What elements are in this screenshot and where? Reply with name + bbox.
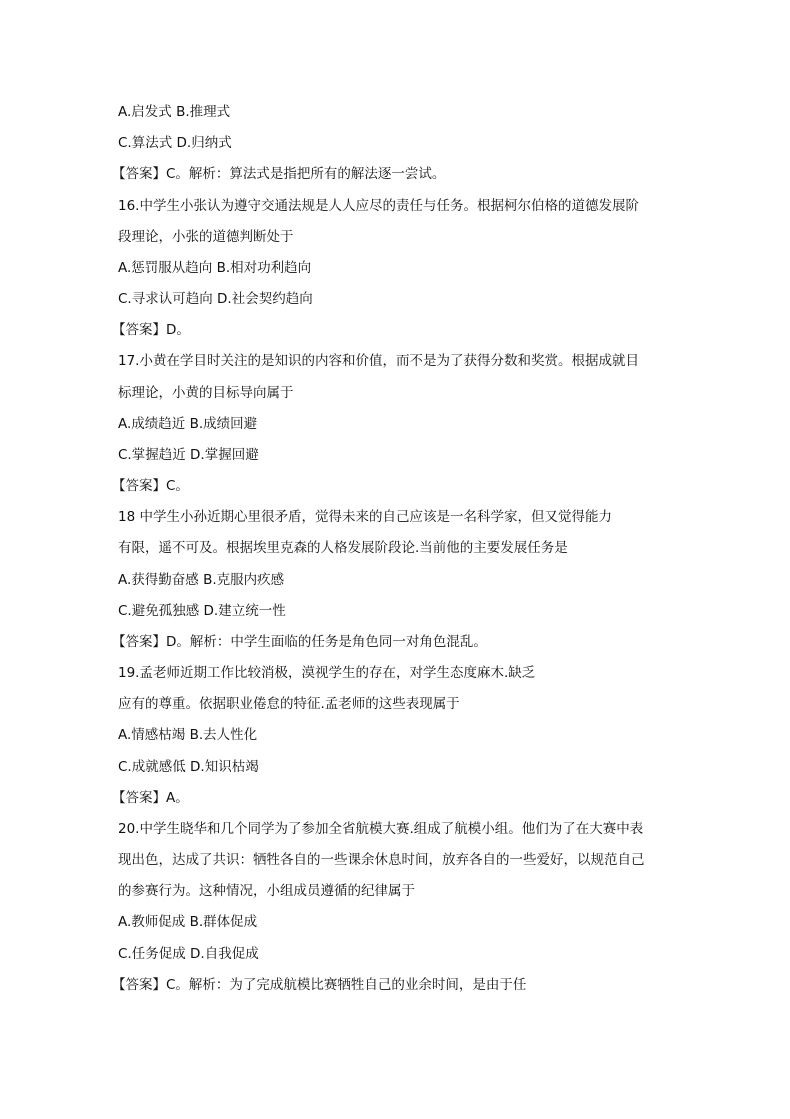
question-line: 段理论，小张的道德判断处于	[118, 228, 294, 245]
options-line: A.成绩趋近 B.成绩回避	[118, 415, 258, 432]
answer-line: 【答案】A。	[112, 789, 189, 806]
question-line: 17.小黄在学目时关注的是知识的内容和价值，而不是为了获得分数和奖赏。根据成就目	[118, 353, 639, 370]
question-line: 应有的尊重。依据职业倦怠的特征.孟老师的这些表现属于	[118, 696, 460, 713]
answer-line: 【答案】C。解析：为了完成航模比赛牺牲自己的业余时间，是由于任	[112, 976, 527, 993]
options-line: A.教师促成 B.群体促成	[118, 914, 258, 931]
options-line: C.算法式 D.归纳式	[118, 135, 232, 152]
question-line: 有限，遥不可及。根据埃里克森的人格发展阶段论.当前他的主要发展任务是	[118, 540, 568, 557]
question-line: 18 中学生小孙近期心里很矛盾，觉得未来的自己应该是一名科学家，但又觉得能力	[118, 509, 612, 526]
options-line: C.任务促成 D.自我促成	[118, 945, 259, 962]
document-body	[112, 97, 678, 1001]
question-line: 20.中学生晓华和几个同学为了参加全省航模大赛.组成了航模小组。他们为了在大赛中表	[118, 820, 644, 837]
options-line: C.避免孤独感 D.建立统一性	[118, 602, 286, 619]
answer-line: 【答案】D。解析：中学生面临的任务是角色同一对角色混乱。	[112, 633, 487, 650]
options-line: C.成就感低 D.知识枯竭	[118, 758, 259, 775]
answer-line: 【答案】C。解析：算法式是指把所有的解法逐一尝试。	[112, 166, 446, 183]
answer-line: 【答案】C。	[112, 478, 189, 495]
options-line: A.惩罚服从趋向 B.相对功利趋向	[118, 259, 312, 276]
options-line: C.寻求认可趋向 D.社会契约趋向	[118, 291, 313, 308]
answer-line: 【答案】D。	[112, 322, 190, 339]
question-line: 16.中学生小张认为遵守交通法规是人人应尽的责任与任务。根据柯尔伯格的道德发展阶	[118, 197, 639, 214]
options-line: C.掌握趋近 D.掌握回避	[118, 446, 259, 463]
question-line: 19.孟老师近期工作比较消极，漠视学生的存在，对学生态度麻木.缺乏	[118, 665, 536, 682]
question-line: 标理论，小黄的目标导向属于	[118, 384, 294, 401]
options-line: A.情感枯竭 B.去人性化	[118, 727, 258, 744]
question-line: 现出色，达成了共识：牺牲各自的一些课余休息时间，放弃各自的一些爱好，以规范自己	[118, 852, 645, 869]
question-line: 的参赛行为。这种情况，小组成员遵循的纪律属于	[118, 883, 415, 900]
options-line: A.启发式 B.推理式	[118, 104, 231, 120]
options-line: A.获得勤奋感 B.克服内疚感	[118, 571, 285, 588]
